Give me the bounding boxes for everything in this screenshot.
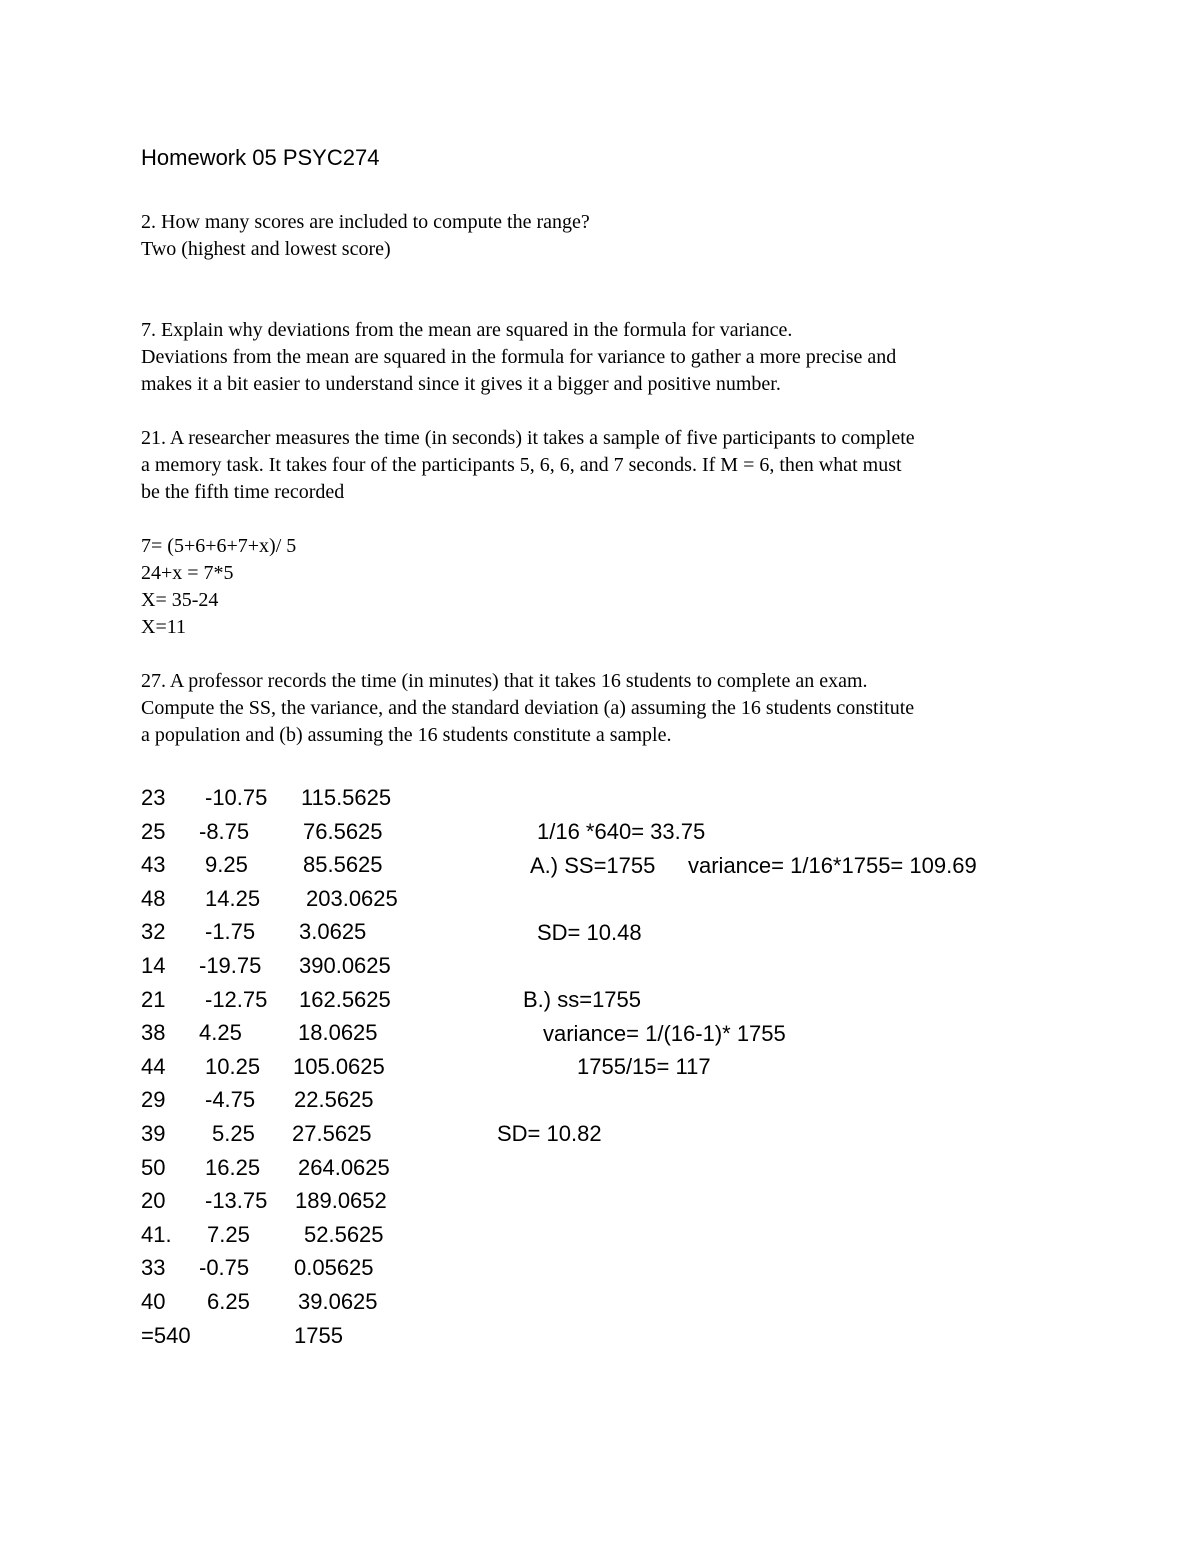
deviation-cell: -12.75 xyxy=(205,986,268,1012)
work-21-line: X=11 xyxy=(141,616,186,638)
question-27-line: Compute the SS, the variance, and the standard deviation (a) assuming the 16 students constitute xyxy=(141,697,915,719)
score-cell: 14 xyxy=(141,953,166,978)
squared-deviation-cell: 76.5625 xyxy=(303,818,383,844)
deviation-cell: 14.25 xyxy=(205,885,261,911)
work-21-line: 24+x = 7*5 xyxy=(141,562,234,584)
question-21-line: be the fifth time recorded xyxy=(141,481,345,503)
part-b-variance: variance= 1/(16-1)* 1755 xyxy=(543,1021,786,1046)
page-title: Homework 05 PSYC274 xyxy=(141,145,380,170)
answer-7-line: Deviations from the mean are squared in the formula for variance to gather a more precise and xyxy=(141,346,897,368)
deviation-cell: -1.75 xyxy=(205,919,256,945)
score-cell: 32 xyxy=(141,919,166,945)
squared-deviation-cell: 39.0625 xyxy=(298,1289,378,1314)
score-cell: 48 xyxy=(141,885,166,911)
deviation-cell: -8.75 xyxy=(199,818,250,844)
question-21-line: 21. A researcher measures the time (in seconds) it takes a sample of five participants to complete xyxy=(141,427,915,449)
squared-deviation-cell: 162.5625 xyxy=(299,986,391,1012)
score-total: =540 xyxy=(141,1322,191,1348)
squared-deviation-cell: 22.5625 xyxy=(294,1087,374,1113)
score-cell: 25 xyxy=(141,818,166,844)
squared-deviation-cell: 52.5625 xyxy=(304,1221,384,1247)
score-cell: 50 xyxy=(141,1154,166,1180)
part-a-variance: variance= 1/16*1755= 109.69 xyxy=(688,853,977,878)
score-cell: 21 xyxy=(141,986,166,1012)
squared-deviation-cell: 105.0625 xyxy=(293,1053,385,1079)
part-b-sd: SD= 10.82 xyxy=(497,1121,602,1146)
score-cell: 29 xyxy=(141,1087,166,1113)
score-cell: 44 xyxy=(141,1053,166,1079)
score-cell: 23 xyxy=(141,785,166,810)
answer-2: Two (highest and lowest score) xyxy=(141,238,391,260)
score-cell: 41. xyxy=(141,1221,172,1247)
deviation-cell: 5.25 xyxy=(212,1121,255,1146)
deviation-cell: -10.75 xyxy=(205,785,268,810)
score-cell: 39 xyxy=(141,1121,166,1146)
deviation-cell: 6.25 xyxy=(207,1289,250,1314)
deviation-cell: 10.25 xyxy=(205,1053,261,1079)
question-7: 7. Explain why deviations from the mean are squared in the formula for variance. xyxy=(141,319,793,341)
squared-deviation-cell: 264.0625 xyxy=(298,1154,390,1180)
squared-deviation-cell: 0.05625 xyxy=(294,1255,374,1281)
part-a-sd: SD= 10.48 xyxy=(537,920,642,945)
deviation-cell: 7.25 xyxy=(207,1221,250,1247)
squared-deviation-cell: 203.0625 xyxy=(306,885,398,911)
score-cell: 40 xyxy=(141,1289,166,1314)
squared-deviation-cell: 85.5625 xyxy=(303,852,383,878)
mean-calculation: 1/16 *640= 33.75 xyxy=(537,819,706,844)
score-cell: 38 xyxy=(141,1020,166,1046)
score-cell: 43 xyxy=(141,852,166,878)
deviation-cell: -19.75 xyxy=(199,953,262,978)
question-27-line: 27. A professor records the time (in minutes) that it takes 16 students to complete an exam. xyxy=(141,670,868,692)
part-b-calculation: 1755/15= 117 xyxy=(577,1054,711,1079)
ss-total: 1755 xyxy=(294,1322,343,1348)
work-21-line: 7= (5+6+6+7+x)/ 5 xyxy=(141,535,297,557)
deviation-cell: -0.75 xyxy=(199,1255,250,1281)
question-2: 2. How many scores are included to compute the range? xyxy=(141,211,590,233)
part-a-ss: A.) SS=1755 xyxy=(530,853,656,878)
score-cell: 20 xyxy=(141,1188,166,1214)
score-cell: 33 xyxy=(141,1255,166,1281)
deviation-cell: 16.25 xyxy=(205,1154,261,1180)
squared-deviation-cell: 18.0625 xyxy=(298,1020,378,1046)
work-21-line: X= 35-24 xyxy=(141,589,219,611)
deviation-cell: 9.25 xyxy=(205,852,248,878)
part-b-ss: B.) ss=1755 xyxy=(523,987,642,1012)
question-27-line: a population and (b) assuming the 16 students constitute a sample. xyxy=(141,724,672,746)
squared-deviation-cell: 115.5625 xyxy=(301,785,392,810)
question-21-line: a memory task. It takes four of the participants 5, 6, 6, and 7 seconds. If M = 6, then what must xyxy=(141,454,902,476)
deviation-cell: -4.75 xyxy=(205,1087,256,1113)
answer-7-line: makes it a bit easier to understand since it gives it a bigger and positive number. xyxy=(141,373,781,395)
deviation-cell: 4.25 xyxy=(199,1020,242,1046)
deviation-cell: -13.75 xyxy=(205,1188,268,1214)
squared-deviation-cell: 27.5625 xyxy=(292,1121,372,1146)
squared-deviation-cell: 3.0625 xyxy=(299,919,367,945)
squared-deviation-cell: 189.0652 xyxy=(295,1188,387,1214)
squared-deviation-cell: 390.0625 xyxy=(299,953,391,978)
